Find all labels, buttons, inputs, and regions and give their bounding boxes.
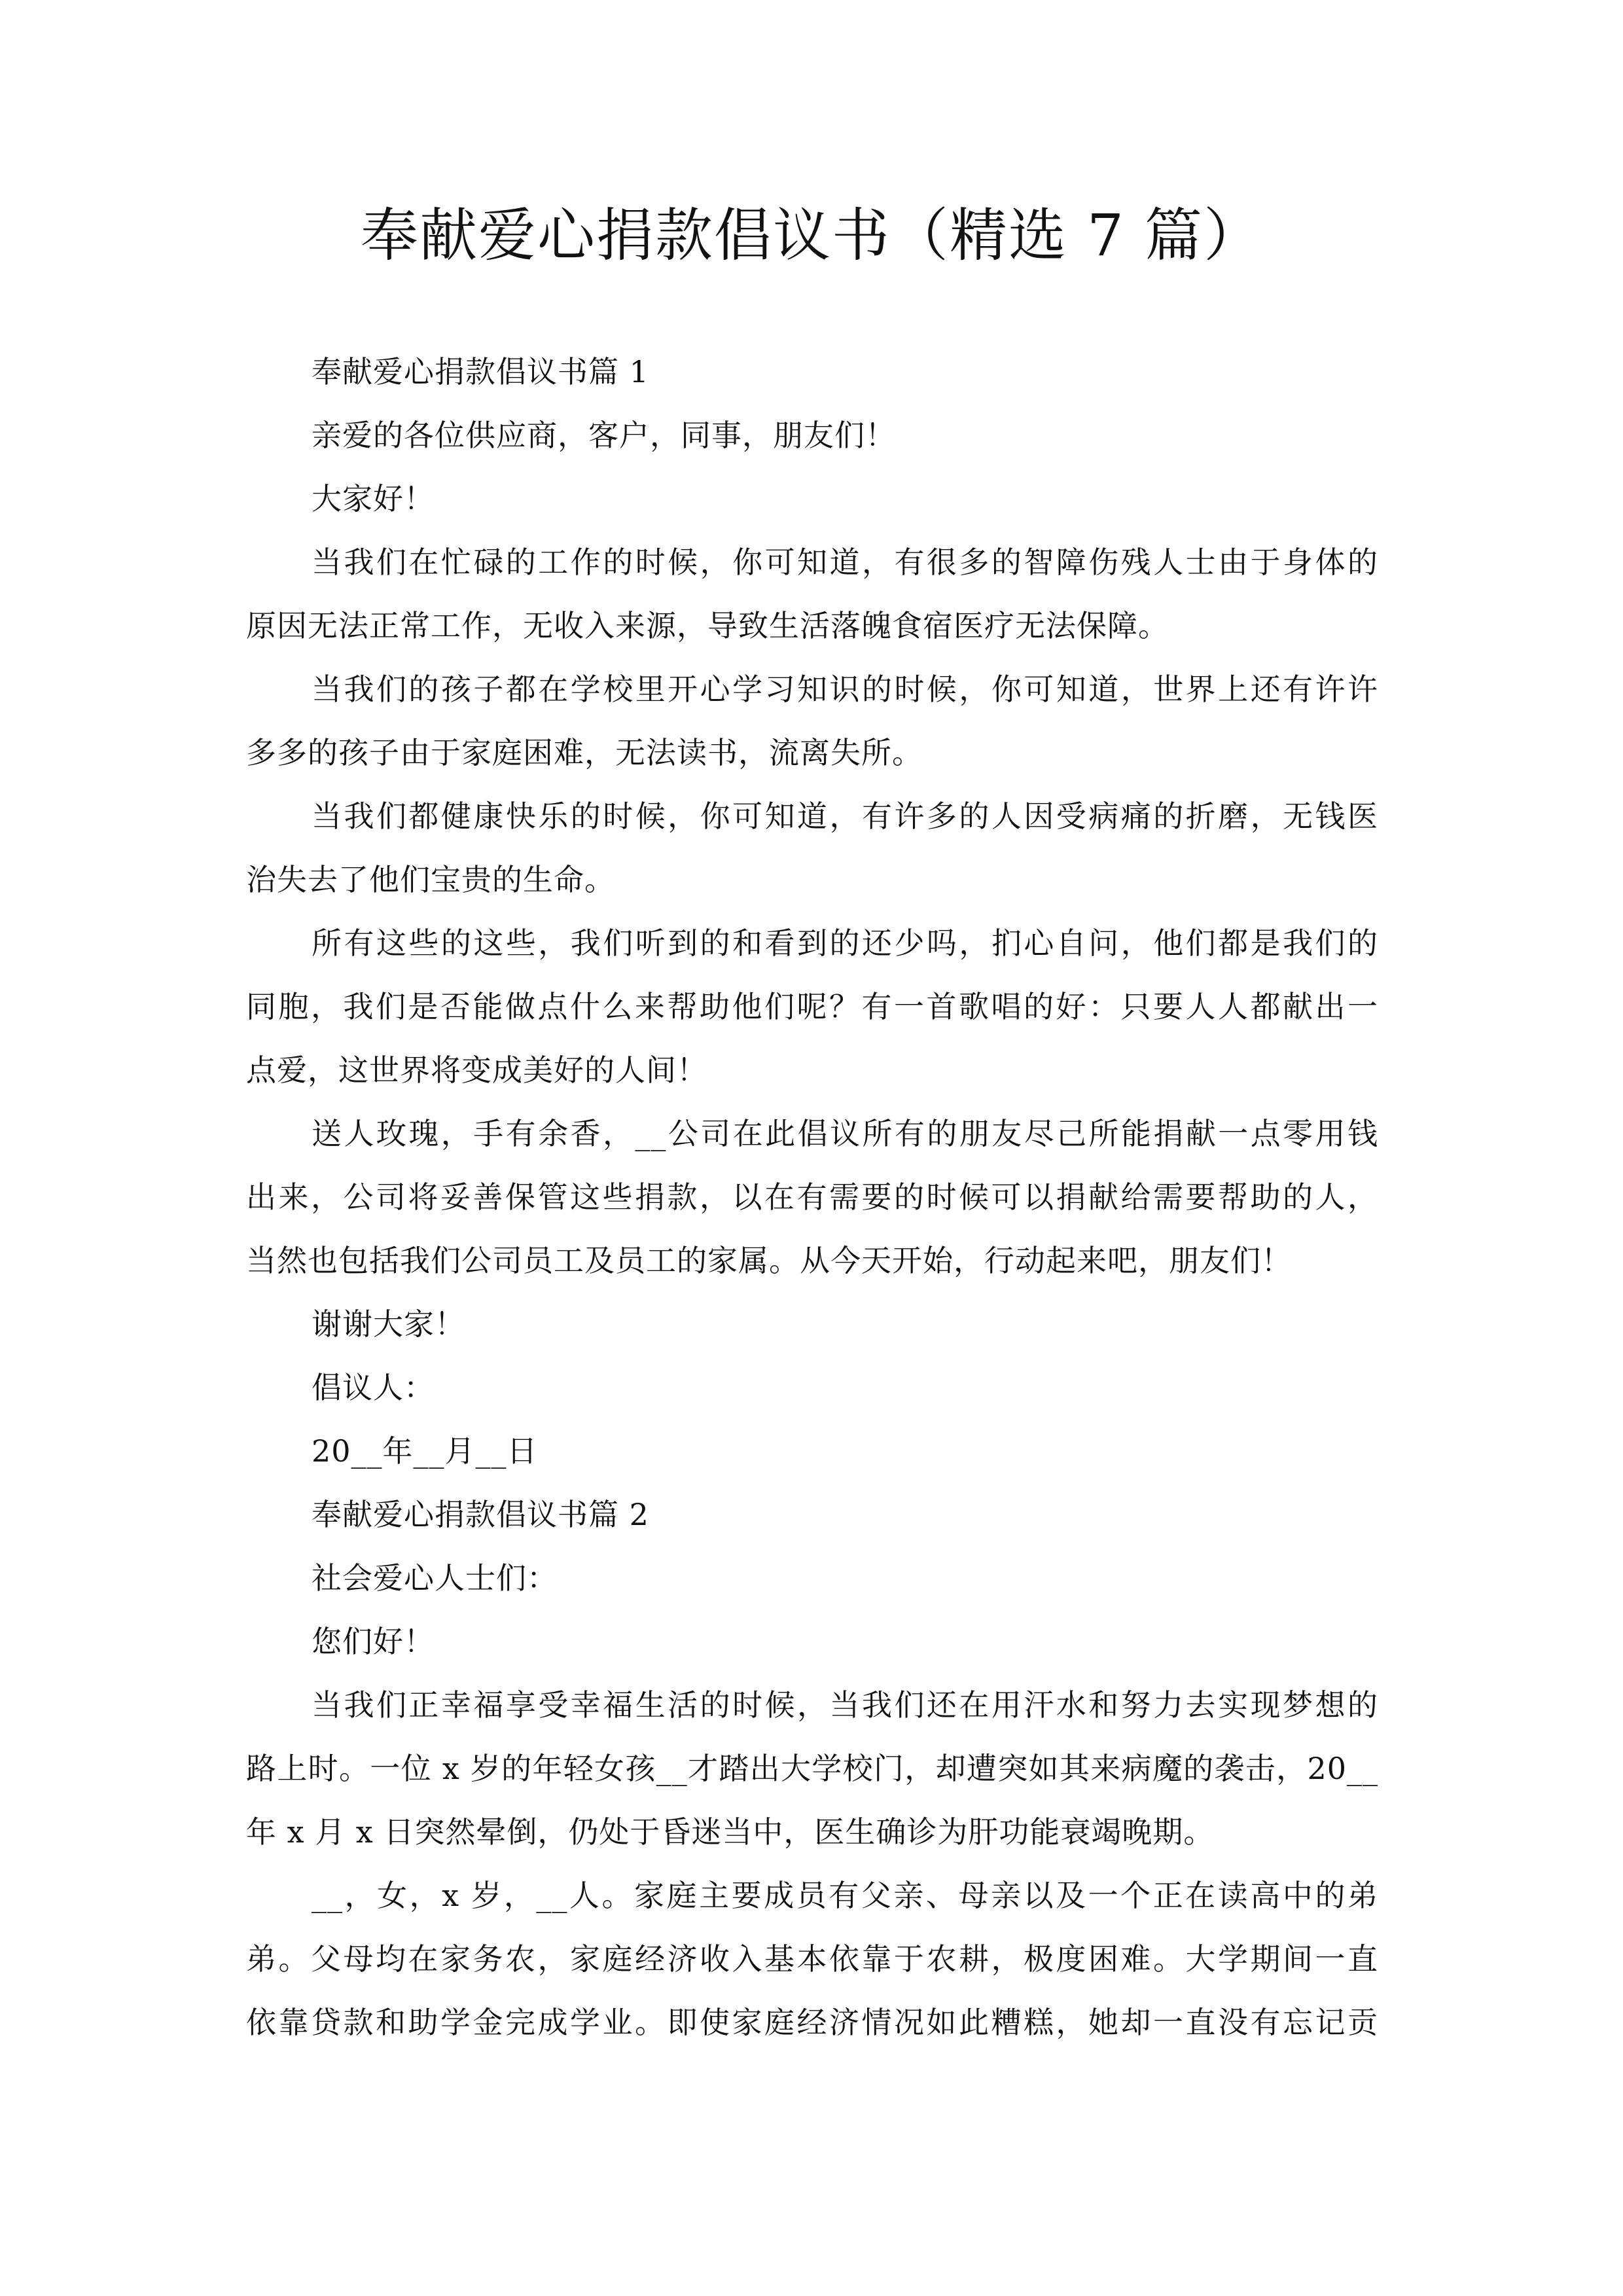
paragraph-line: 同胞，我们是否能做点什么来帮助他们呢？有一首歌唱的好：只要人人都献出一 bbox=[246, 989, 1378, 1024]
paragraph-line: 路上时。一位 x 岁的年轻女孩__才踏出大学校门，却遭突如其来病魔的袭击，20__ bbox=[246, 1751, 1378, 1786]
paragraph-line: 原因无法正常工作，无收入来源，导致生活落魄食宿医疗无法保障。 bbox=[246, 608, 1169, 643]
section-heading: 奉献爱心捐款倡议书篇 1 bbox=[312, 354, 649, 389]
greeting: 您们好！ bbox=[312, 1624, 435, 1659]
signature-label: 倡议人： bbox=[312, 1370, 435, 1405]
greeting: 大家好！ bbox=[312, 481, 435, 516]
paragraph-line: 点爱，这世界将变成美好的人间！ bbox=[246, 1052, 707, 1088]
paragraph-line: 当我们在忙碌的工作的时候，你可知道，有很多的智障伤残人士由于身体的 bbox=[312, 545, 1378, 580]
paragraph-line: 当我们正幸福享受幸福生活的时候，当我们还在用汗水和努力去实现梦想的 bbox=[312, 1687, 1378, 1723]
paragraph-line: 多多的孩子由于家庭困难，无法读书，流离失所。 bbox=[246, 735, 923, 770]
salutation: 亲爱的各位供应商，客户，同事，朋友们！ bbox=[312, 418, 896, 453]
paragraph-line: 治失去了他们宝贵的生命。 bbox=[246, 862, 615, 897]
paragraph-line: 送人玫瑰，手有余香，__公司在此倡议所有的朋友尽己所能捐献一点零用钱 bbox=[312, 1116, 1378, 1151]
paragraph-line: 弟。父母均在家务农，家庭经济收入基本依靠于农耕，极度困难。大学期间一直 bbox=[246, 1941, 1378, 1977]
section-heading: 奉献爱心捐款倡议书篇 2 bbox=[312, 1497, 649, 1532]
document-body bbox=[246, 340, 1378, 2054]
date-line: 20__年__月__日 bbox=[312, 1433, 538, 1469]
paragraph-line: __，女，x 岁，__人。家庭主要成员有父亲、母亲以及一个正在读高中的弟 bbox=[312, 1878, 1378, 1913]
closing-thanks: 谢谢大家！ bbox=[312, 1306, 465, 1342]
paragraph-line: 出来，公司将妥善保管这些捐款，以在有需要的时候可以捐献给需要帮助的人， bbox=[246, 1179, 1378, 1215]
paragraph-line: 当然也包括我们公司员工及员工的家属。从今天开始，行动起来吧，朋友们！ bbox=[246, 1243, 1292, 1278]
paragraph-line: 依靠贷款和助学金完成学业。即使家庭经济情况如此糟糕，她却一直没有忘记贡 bbox=[246, 2005, 1378, 2040]
salutation: 社会爱心人士们： bbox=[312, 1560, 558, 1596]
document-title: 奉献爱心捐款倡议书（精选 7 篇） bbox=[361, 202, 1262, 269]
paragraph-line: 年 x 月 x 日突然晕倒，仍处于昏迷当中，医生确诊为肝功能衰竭晚期。 bbox=[246, 1814, 1215, 1850]
paragraph-line: 当我们的孩子都在学校里开心学习知识的时候，你可知道，世界上还有许许 bbox=[312, 672, 1378, 707]
paragraph-line: 所有这些的这些，我们听到的和看到的还少吗，扪心自问，他们都是我们的 bbox=[312, 925, 1378, 961]
paragraph-line: 当我们都健康快乐的时候，你可知道，有许多的人因受病痛的折磨，无钱医 bbox=[312, 798, 1378, 834]
